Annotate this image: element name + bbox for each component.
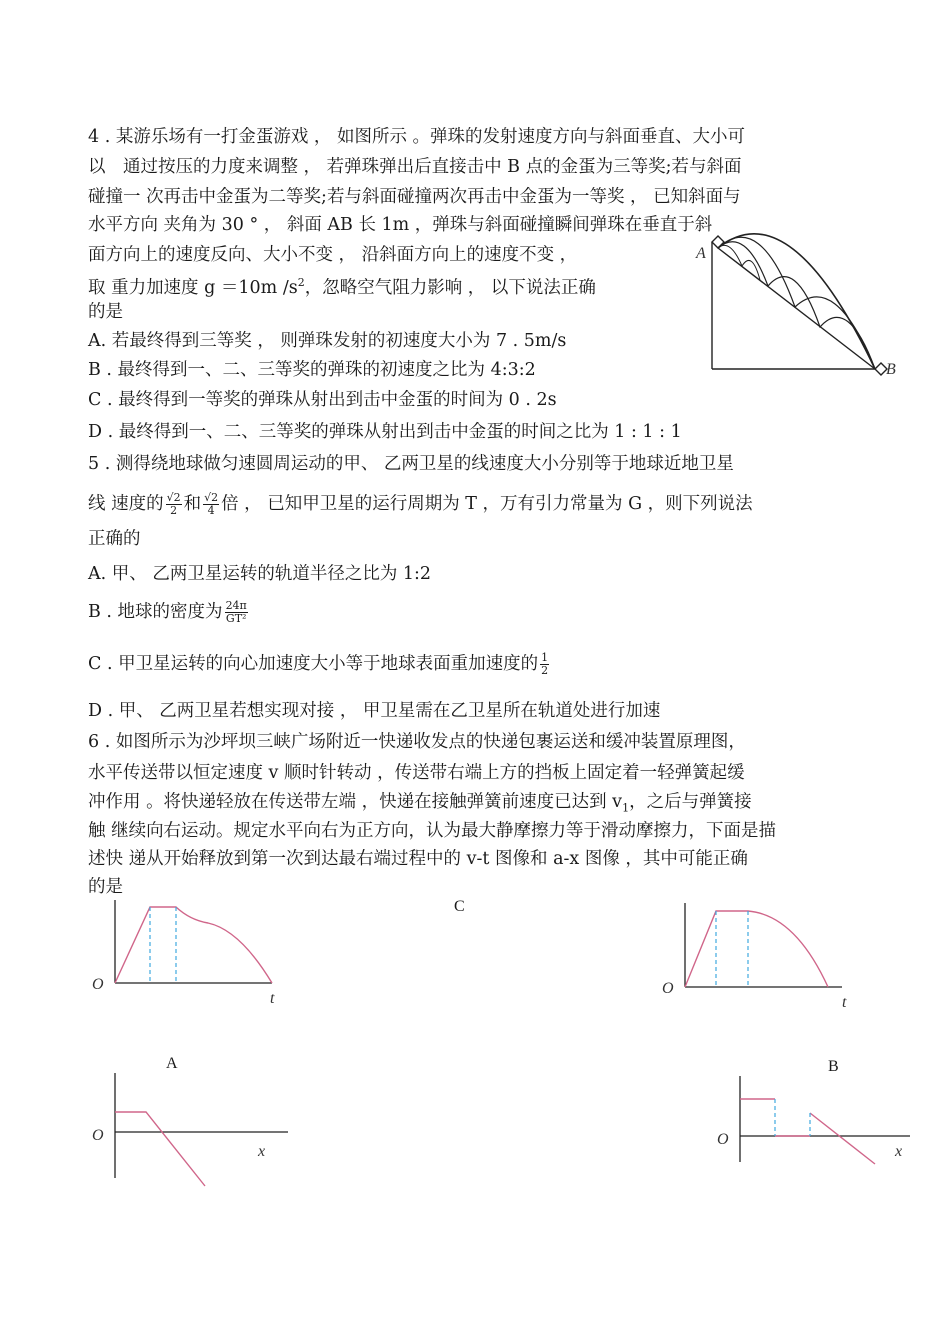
- trajectory-one-bounce: [718, 237, 875, 369]
- q5-line2-before: 线 速度的: [88, 494, 164, 514]
- origin-label: O: [92, 1127, 104, 1144]
- point-a-label: A: [696, 245, 706, 262]
- q4-gravity-sup: 2: [297, 276, 305, 289]
- vt-curve: [685, 911, 828, 987]
- frac1-den: 2: [170, 504, 178, 517]
- fraction-sqrt2-over-2: [166, 492, 182, 517]
- x-label: x: [895, 1143, 903, 1160]
- q5-line-3: 正确的: [88, 529, 141, 549]
- q5-optc-before: C . 甲卫星运转的向心加速度大小等于地球表面重加速度的: [88, 654, 539, 674]
- density-den: GT²: [225, 612, 247, 625]
- q6-line-2: 水平传送带以恒定速度 v 顺时针转动 ，传送带右端上方的挡板上固定着一轻弹簧起缓: [88, 763, 745, 783]
- v1-subscript: 1: [622, 801, 630, 815]
- half-num: 1: [541, 651, 549, 664]
- option-b-label: B: [828, 1058, 839, 1075]
- ax-curve: [115, 1112, 205, 1186]
- q4-line-5: 面方向上的速度反向、大小不变 ， 沿斜面方向上的速度不变 ，: [88, 245, 578, 265]
- q6-line-5: 述快 递从开始释放到第一次到达最右端过程中的 v-t 图像和 a-x 图像 ，其中可能正确: [88, 849, 748, 869]
- q5-option-d: D . 甲、 乙两卫星若想实现对接 ， 甲卫星需在乙卫星所在轨道处进行加速: [88, 701, 661, 721]
- q5-option-a: A. 甲、 乙两卫星运转的轨道半径之比为 1:2: [88, 564, 432, 584]
- q5-optb-before: B . 地球的密度为: [88, 602, 223, 622]
- frac1-num: √2: [166, 491, 181, 504]
- q4-gravity-after: ，忽略空气阻力影响 ， 以下说法正确: [304, 277, 596, 298]
- q6-line3-text: 冲作用 。将快递轻放在传送带左端 ，快递在接触弹簧前速度已达到 v: [88, 792, 623, 812]
- origin-label: O: [717, 1131, 729, 1148]
- fraction-density: [225, 600, 248, 625]
- ball-a: [712, 236, 724, 248]
- origin-label: O: [92, 976, 104, 993]
- q5-line2-mid: 和: [183, 494, 202, 514]
- graph-vt-left: [90, 895, 280, 1015]
- q5-option-b: [88, 600, 250, 625]
- fraction-half: [540, 652, 549, 677]
- q4-option-c: C . 最终得到一等奖的弹珠从射出到击中金蛋的时间为 0 . 2s: [88, 390, 557, 410]
- option-a-label: A: [166, 1055, 178, 1072]
- q4-line-3: 碰撞一 次再击中金蛋为二等奖;若与斜面碰撞两次再击中金蛋为一等奖 ， 已知斜面与: [88, 187, 741, 207]
- q4-line-4: 水平方向 夹角为 30 ° ， 斜面 AB 长 1m ，弹珠与斜面碰撞瞬间弹珠在垂直于斜: [88, 215, 713, 235]
- q4-option-b: B . 最终得到一、二、三等奖的弹珠的初速度之比为 4:3:2: [88, 360, 536, 380]
- q4-line-6: 的是: [88, 302, 123, 322]
- option-c-label: C: [454, 898, 465, 915]
- q4-line-1: 4 . 某游乐场有一打金蛋游戏 ， 如图所示 。弹珠的发射速度方向与斜面垂直、大小可: [88, 127, 746, 147]
- half-den: 2: [541, 664, 549, 677]
- q4-gravity-before: 取 重力加速度 g ＝10m /s: [88, 277, 298, 298]
- q4-incline-figure: [690, 220, 896, 380]
- fraction-sqrt2-over-4: [203, 492, 219, 517]
- q5-line2-after: 倍 ， 已知甲卫星的运行周期为 T ，万有引力常量为 G ，则下列说法: [221, 494, 753, 514]
- ax-curve-seg3: [810, 1113, 875, 1164]
- q5-line-2: [88, 492, 753, 517]
- q6-line-6: 的是: [88, 877, 123, 897]
- q4-line-2: 以 通过按压的力度来调整 ， 若弹珠弹出后直接击中 B 点的金蛋为三等奖;若与斜面: [88, 157, 742, 177]
- t-label: t: [842, 994, 847, 1011]
- q4-option-a: A. 若最终得到三等奖 ， 则弹珠发射的初速度大小为 7 . 5m/s: [88, 331, 567, 351]
- vt-curve: [115, 907, 272, 983]
- frac2-den: 4: [207, 504, 215, 517]
- q4-gravity-line: [88, 272, 596, 299]
- graph-vt-right: [660, 895, 850, 1015]
- t-label: t: [270, 990, 275, 1007]
- q6-line-3: [88, 791, 752, 820]
- q5-line-1: 5 . 测得绕地球做匀速圆周运动的甲、 乙两卫星的线速度大小分别等于地球近地卫星: [88, 454, 734, 474]
- x-label: x: [258, 1143, 266, 1160]
- density-num: 24π: [225, 599, 247, 612]
- graph-ax-a: [90, 1068, 300, 1193]
- graph-ax-b: [715, 1072, 925, 1172]
- q6-line-1: 6 . 如图所示为沙坪坝三峡广场附近一快递收发点的快递包裹运送和缓冲装置原理图，: [88, 732, 746, 752]
- origin-label: O: [662, 980, 674, 997]
- q5-option-c: [88, 652, 551, 677]
- q4-option-d: D . 最终得到一、二、三等奖的弹珠从射出到击中金蛋的时间之比为 1 : 1 : 1: [88, 422, 682, 442]
- frac2-num: √2: [204, 491, 219, 504]
- point-b-label: B: [886, 361, 896, 378]
- q6-line3-after: ，之后与弹簧接: [629, 792, 752, 812]
- trajectory-direct: [718, 234, 875, 369]
- q6-line-4: 触 继续向右运动。规定水平向右为正方向，认为最大静摩擦力等于滑动摩擦力，下面是描: [88, 821, 777, 841]
